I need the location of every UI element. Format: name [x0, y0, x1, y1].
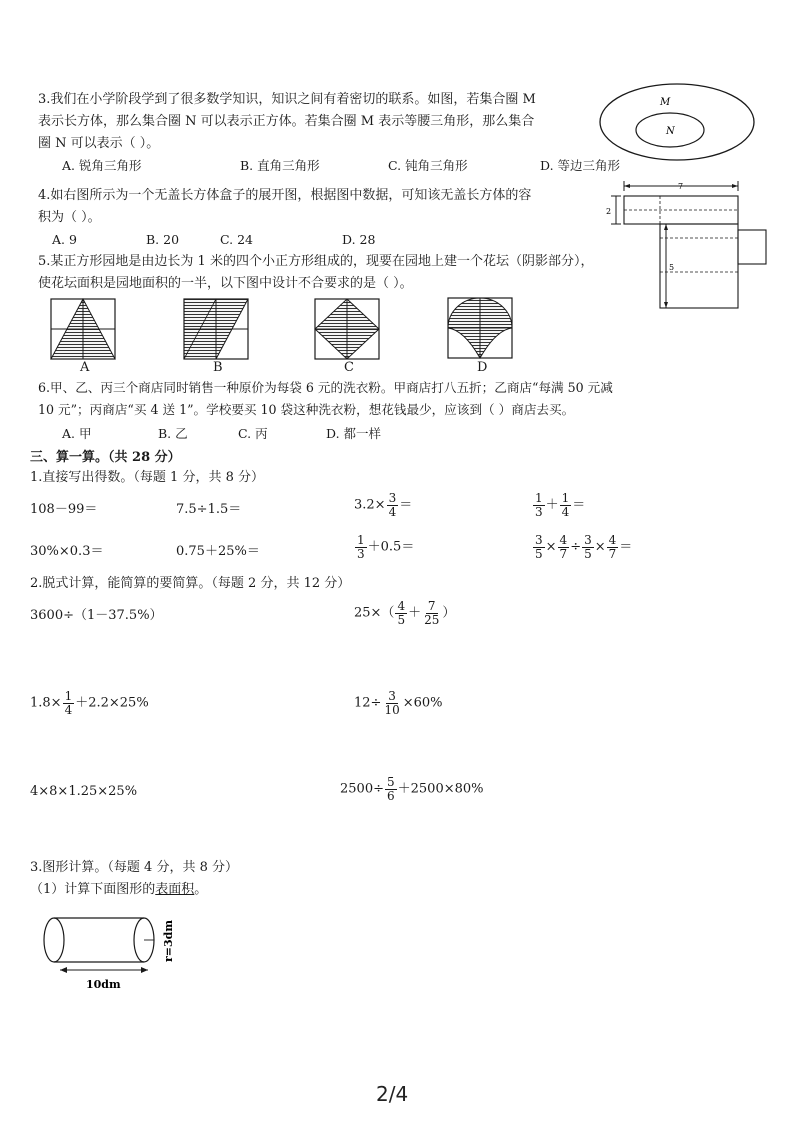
q6-option-b: B. 乙 — [158, 426, 188, 441]
venn-diagram — [598, 82, 756, 162]
section3-title: 三、算一算。（共 28 分） — [30, 450, 181, 465]
calc-r2-c: $\frac{1}{3}$ ＋0.5＝ — [357, 533, 415, 561]
part2-title: 2.脱式计算，能简算的要简算。（每题 2 分，共 12 分） — [30, 576, 351, 591]
calc2-d: 12÷ $\frac{3}{10}$ ×60% — [354, 689, 443, 717]
q3-option-a: A. 锐角三角形 — [62, 158, 142, 173]
calc-r1-b: 7.5÷1.5＝ — [176, 502, 242, 517]
q4-option-a: A. 9 — [52, 232, 77, 247]
venn-label-n: N — [666, 126, 675, 137]
q3-line3: 圈 N 可以表示（ ）。 — [38, 136, 160, 151]
q5-figure-b — [183, 298, 249, 360]
q3-option-c: C. 钝角三角形 — [388, 158, 468, 173]
q5-figure-a — [50, 298, 116, 360]
calc2-a: 3600÷（1－37.5%） — [30, 608, 163, 623]
calc-r1-c: 3.2× $\frac{3}{4}$ ＝ — [354, 491, 413, 519]
calc-r2-d: $\frac{3}{5}$ × $\frac{4}{7}$ ÷ $\frac{3}{5}$ × $\frac{4}{7}$ ＝ — [535, 533, 633, 561]
q5-label-d: D — [477, 360, 488, 375]
q6-line1: 6.甲、乙、丙三个商店同时销售一种原价为每袋 6 元的洗衣粉。甲商店打八五折；乙商店“每满 50 元减 — [38, 380, 613, 395]
q3-option-d: D. 等边三角形 — [540, 158, 621, 173]
dim-top-label: 7 — [678, 182, 684, 191]
page-number: 2/4 — [376, 1082, 409, 1106]
q5-line2: 使花坛面积是园地面积的一半，以下图中设计不合要求的是（ ）。 — [38, 276, 413, 291]
calc2-e: 4×8×1.25×25% — [30, 784, 138, 799]
q5-label-c: C — [344, 360, 354, 375]
venn-label-m: M — [660, 97, 671, 108]
calc2-c: 1.8× $\frac{1}{4}$ ＋2.2×25% — [30, 689, 149, 717]
q4-option-c: C. 24 — [220, 232, 253, 247]
q4-line2: 积为（ ）。 — [38, 210, 101, 225]
q3-option-b: B. 直角三角形 — [240, 158, 320, 173]
dim-left-label: 2 — [606, 207, 612, 216]
q4-option-b: B. 20 — [146, 232, 180, 247]
part1-title: 1.直接写出得数。（每题 1 分，共 8 分） — [30, 470, 264, 485]
q5-line1: 5.某正方形园地是由边长为 1 米的四个小正方形组成的，现要在园地上建一个花坛（阴影部分）， — [38, 254, 594, 269]
calc-r2-b: 0.75＋25%＝ — [176, 544, 260, 559]
q6-option-c: C. 丙 — [238, 426, 268, 441]
calc2-b: 25×（ $\frac{4}{5}$ ＋ $\frac{7}{25}$ ） — [354, 599, 456, 627]
dim-bottom-label: 5 — [669, 263, 675, 272]
calc2-f: 2500÷ $\frac{5}{6}$ ＋2500×80% — [340, 775, 484, 803]
calc-r1-a: 108－99＝ — [30, 502, 98, 517]
q6-option-d: D. 都一样 — [326, 426, 382, 441]
q3-line2: 表示长方体，那么集合圈 N 可以表示正方体。若集合圈 M 表示等腰三角形，那么集合 — [38, 114, 535, 129]
cylinder-radius-label: r=3dm — [162, 920, 175, 962]
part3-title: 3.图形计算。（每题 4 分，共 8 分） — [30, 860, 238, 875]
cylinder-diagram — [40, 908, 190, 998]
q3-line1: 3.我们在小学阶段学到了很多数学知识，知识之间有着密切的联系。如图，若集合圈 M — [38, 92, 536, 107]
q5-figure-d — [446, 296, 514, 360]
q5-figure-c — [314, 298, 380, 360]
box-net-diagram — [606, 178, 772, 314]
calc-r1-d: $\frac{1}{3}$ ＋ $\frac{1}{4}$ ＝ — [535, 491, 586, 519]
calc-r2-a: 30%×0.3＝ — [30, 544, 104, 559]
q4-option-d: D. 28 — [342, 232, 376, 247]
q6-option-a: A. 甲 — [62, 426, 92, 441]
cylinder-length-label: 10dm — [86, 978, 121, 991]
q6-line2: 10 元”；丙商店“买 4 送 1”。学校要买 10 袋这种洗衣粉，想花钱最少，应该到（ ）商店去买。 — [38, 402, 575, 417]
q5-label-b: B — [213, 360, 223, 375]
part3-subtitle: （1）计算下面图形的表面积。 — [30, 882, 208, 897]
q4-line1: 4.如右图所示为一个无盖长方体盒子的展开图，根据图中数据，可知该无盖长方体的容 — [38, 188, 532, 203]
q5-label-a: A — [80, 360, 90, 375]
